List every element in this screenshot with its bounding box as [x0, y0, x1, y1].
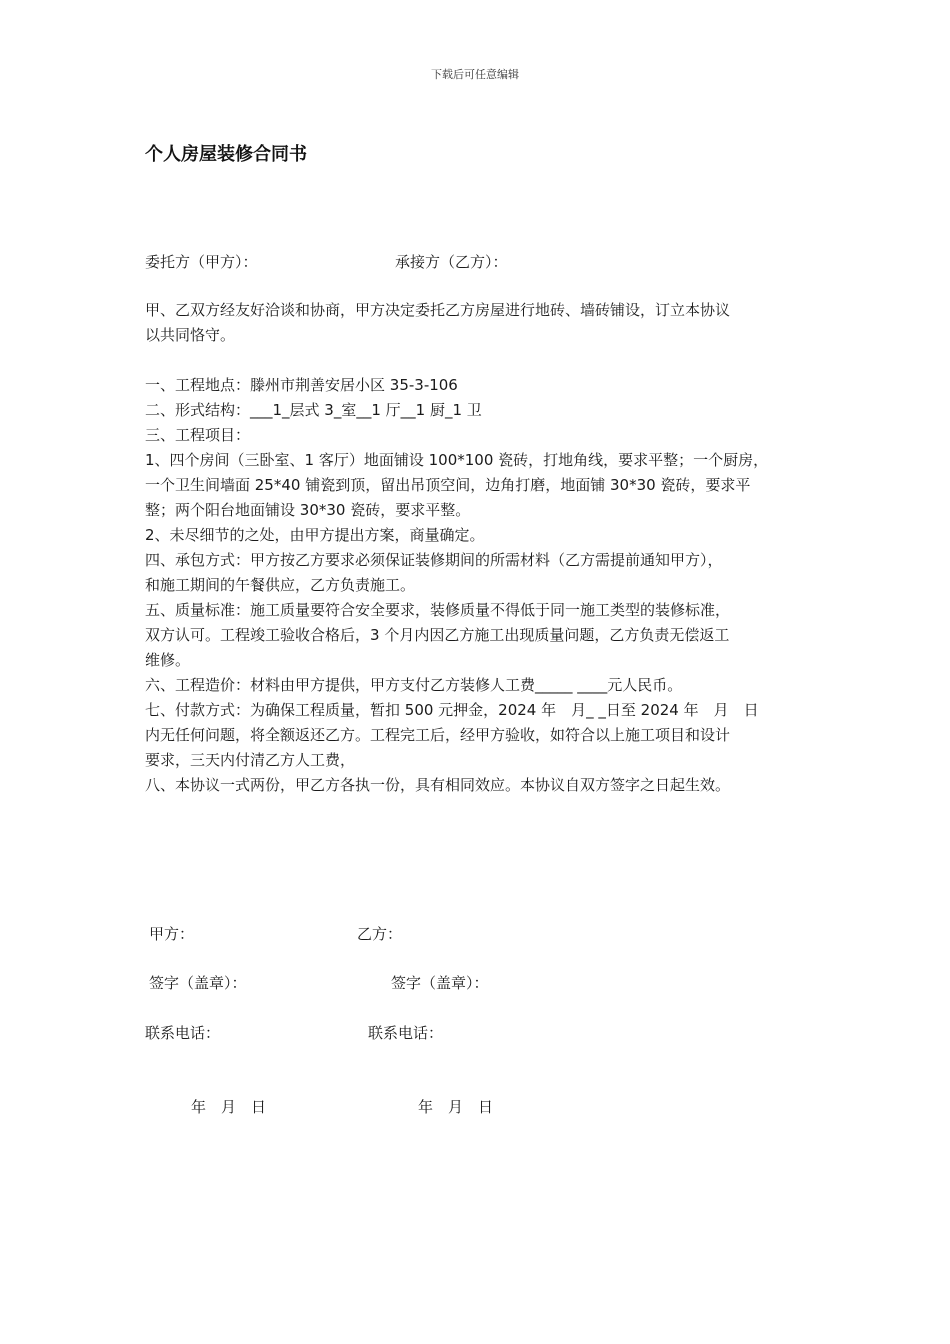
clause-text: 2、未尽细节的之处，由甲方提出方案，商量确定。 [145, 526, 485, 544]
clause-text: 维修。 [145, 651, 191, 669]
contractor-label: 承接方（乙方）： [395, 253, 508, 271]
party-b-label: 乙方： [357, 925, 403, 943]
clause-text: 一个卫生间墙面 25*40 铺瓷到顶，留出吊顶空间，边角打磨，地面铺 30*30 瓷砖，要求平 [145, 476, 751, 494]
client-label: 委托方（甲方）： [145, 253, 258, 271]
clause-text: 和施工期间的午餐供应，乙方负责施工。 [145, 576, 416, 594]
document-title: 个人房屋装修合同书 [145, 144, 307, 165]
party-b-date: 年 月 日 [418, 1098, 494, 1116]
party-a-sign-label: 签字（盖章）： [149, 974, 247, 992]
clause-quality: 五、质量标准：施工质量要符合安全要求，装修质量不得低于同一施工类型的装修标准， [145, 601, 731, 619]
party-a-label: 甲方： [149, 925, 195, 943]
clause-text: 1、四个房间（三卧室、1 客厅）地面铺设 100*100 瓷砖，打地角线，要求平整；一个厨房， [145, 451, 769, 469]
intro-line: 甲、乙双方经友好洽谈和协商，甲方决定委托乙方房屋进行地砖、墙砖铺设，订立本协议 [145, 301, 731, 319]
intro-line: 以共同恪守。 [145, 326, 236, 344]
header-note: 下载后可任意编辑 [431, 68, 519, 81]
clause-contract-method: 四、承包方式：甲方按乙方要求必须保证装修期间的所需材料（乙方需提前通知甲方）， [145, 551, 723, 569]
clause-effect: 八、本协议一式两份，甲乙方各执一份，具有相同效应。本协议自双方签字之日起生效。 [145, 776, 731, 794]
clause-location: 一、工程地点：滕州市荆善安居小区 35-3-106 [145, 376, 458, 394]
clause-text: 内无任何问题，将全额返还乙方。工程完工后，经甲方验收，如符合以上施工项目和设计 [145, 726, 731, 744]
clause-items-heading: 三、工程项目： [145, 426, 251, 444]
clause-text: 要求，三天内付清乙方人工费， [145, 751, 356, 769]
clause-structure: 二、形式结构：___1_层式 3_室__1 厅__1 厨_1 卫 [145, 401, 482, 419]
party-a-phone-label: 联系电话： [145, 1024, 221, 1042]
clause-payment: 七、付款方式：为确保工程质量，暂扣 500 元押金，2024 年 月_ _日至 2024 年 月 日 [145, 701, 759, 719]
clause-cost: 六、工程造价：材料由甲方提供，甲方支付乙方装修人工费_____ ____元人民币。 [145, 676, 683, 694]
clause-text: 整；两个阳台地面铺设 30*30 瓷砖，要求平整。 [145, 501, 471, 519]
party-b-phone-label: 联系电话： [368, 1024, 444, 1042]
party-b-sign-label: 签字（盖章）： [391, 974, 489, 992]
party-a-date: 年 月 日 [191, 1098, 267, 1116]
clause-text: 双方认可。工程竣工验收合格后，3 个月内因乙方施工出现质量问题，乙方负责无偿返工 [145, 626, 730, 644]
